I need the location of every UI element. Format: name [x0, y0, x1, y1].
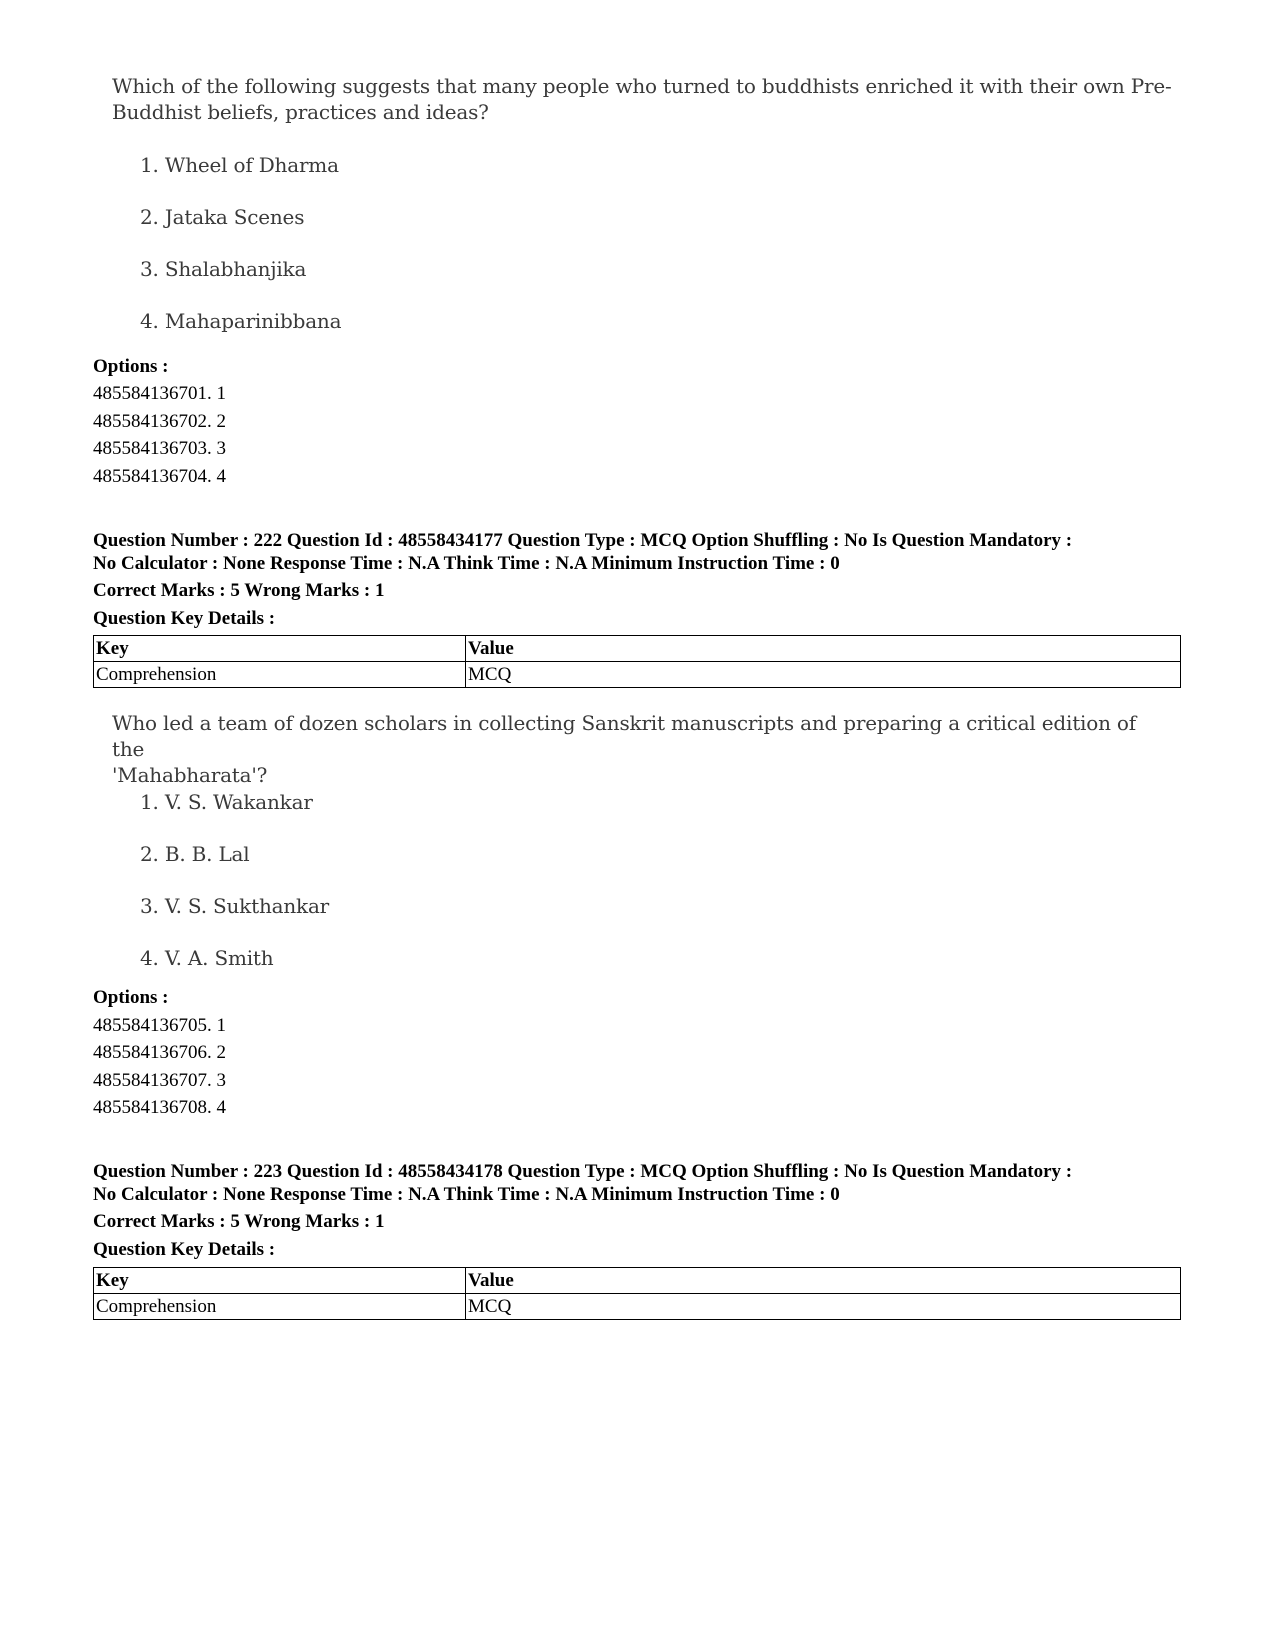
table-cell-key: Comprehension — [94, 1294, 466, 1320]
question-222-meta-line-1: Question Number : 222 Question Id : 48558434177 Question Type : MCQ Option Shuffling : No Is Question Mandatory : — [93, 530, 1073, 551]
table-header-value: Value — [466, 636, 1181, 662]
question-221-option-1: 485584136701. 1 — [93, 383, 226, 404]
question-222-option-4: 485584136708. 4 — [93, 1097, 226, 1118]
table-row — [94, 1294, 1181, 1320]
question-221-choice-2: 2. Jataka Scenes — [140, 205, 305, 229]
question-221-option-2: 485584136702. 2 — [93, 411, 226, 432]
question-222-key-table — [93, 635, 1181, 688]
table-header-row — [94, 636, 1181, 662]
question-223-meta-line-2: No Calculator : None Response Time : N.A Think Time : N.A Minimum Instruction Time : 0 — [93, 1184, 840, 1205]
question-221-image — [112, 73, 1172, 343]
question-222-stem-line-1: Who led a team of dozen scholars in collecting Sanskrit manuscripts and preparing a critical edition of the — [112, 711, 1136, 761]
question-223-key-details-label: Question Key Details : — [93, 1239, 276, 1260]
question-222-choice-3: 3. V. S. Sukthankar — [140, 894, 330, 918]
question-223-marks: Correct Marks : 5 Wrong Marks : 1 — [93, 1211, 385, 1232]
question-222-option-3: 485584136707. 3 — [93, 1070, 226, 1091]
table-cell-value: MCQ — [466, 662, 1181, 688]
question-222-marks: Correct Marks : 5 Wrong Marks : 1 — [93, 580, 385, 601]
question-221-option-3: 485584136703. 3 — [93, 438, 226, 459]
table-header-key: Key — [94, 636, 466, 662]
table-header-key: Key — [94, 1268, 466, 1294]
question-221-stem-line-1: Which of the following suggests that many people who turned to buddhists enriched it with their own Pre- — [112, 74, 1172, 98]
question-222-choice-2: 2. B. B. Lal — [140, 842, 250, 866]
question-221-choice-4: 4. Mahaparinibbana — [140, 309, 342, 333]
table-header-value: Value — [466, 1268, 1181, 1294]
question-222-option-1: 485584136705. 1 — [93, 1015, 226, 1036]
question-221-choice-3: 3. Shalabhanjika — [140, 257, 307, 281]
question-222-stem-line-2: 'Mahabharata'? — [112, 763, 268, 787]
table-header-row — [94, 1268, 1181, 1294]
question-223-meta-line-1: Question Number : 223 Question Id : 48558434178 Question Type : MCQ Option Shuffling : No Is Question Mandatory : — [93, 1161, 1073, 1182]
question-221-stem-line-2: Buddhist beliefs, practices and ideas? — [112, 100, 489, 124]
question-222-key-details-label: Question Key Details : — [93, 608, 276, 629]
question-222-options-label: Options : — [93, 987, 169, 1008]
question-222-image — [112, 710, 1172, 980]
question-221-option-4: 485584136704. 4 — [93, 466, 226, 487]
question-222-choice-4: 4. V. A. Smith — [140, 946, 274, 970]
question-222-choice-1: 1. V. S. Wakankar — [140, 790, 313, 814]
question-221-options-label: Options : — [93, 356, 169, 377]
question-221-choice-1: 1. Wheel of Dharma — [140, 153, 339, 177]
table-row — [94, 662, 1181, 688]
table-cell-value: MCQ — [466, 1294, 1181, 1320]
table-cell-key: Comprehension — [94, 662, 466, 688]
question-222-meta-line-2: No Calculator : None Response Time : N.A Think Time : N.A Minimum Instruction Time : 0 — [93, 553, 840, 574]
question-223-key-table — [93, 1267, 1181, 1320]
question-222-option-2: 485584136706. 2 — [93, 1042, 226, 1063]
